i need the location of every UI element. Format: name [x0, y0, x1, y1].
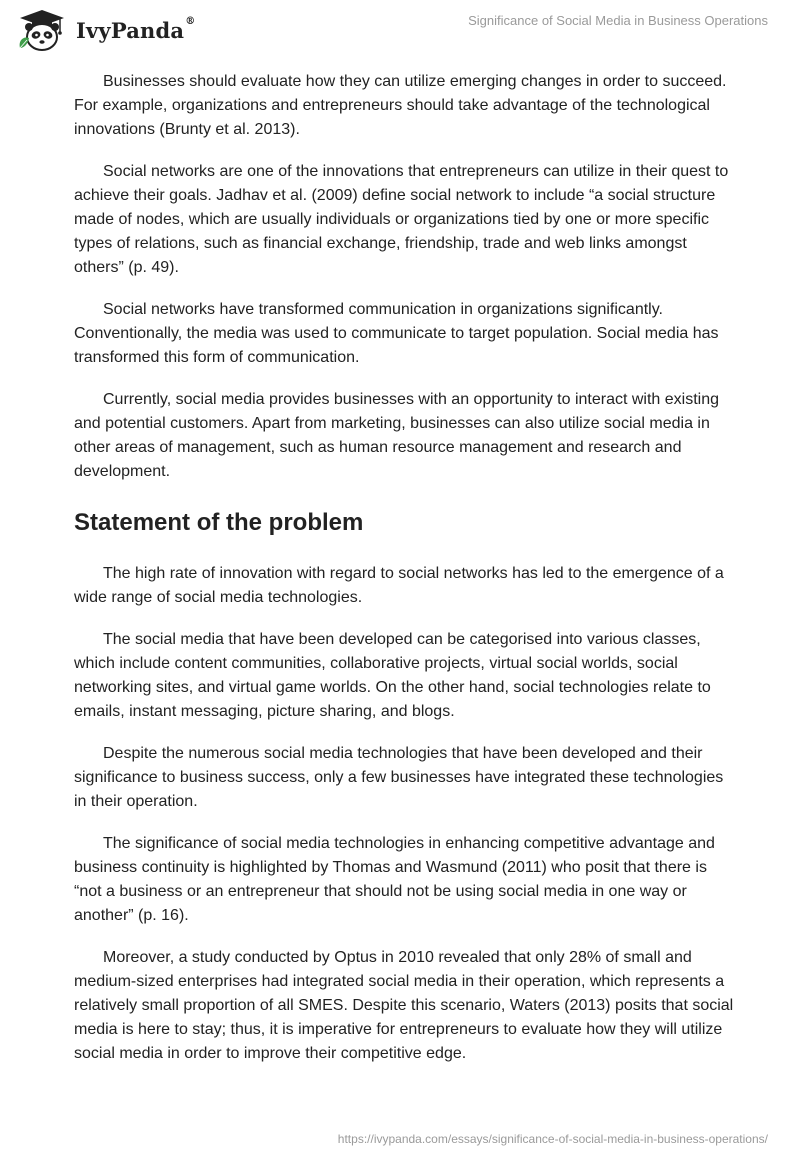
source-url[interactable]: https://ivypanda.com/essays/significance-of-social-media-in-business-operations/ — [337, 1132, 768, 1146]
paragraph: The significance of social media technologies in enhancing competitive advantage and business continuity is highlighted by Thomas and Wasmund (2011) who posit that there is “not a business or an entrepreneur that should not be using social media in one way or another” (p. 16). — [74, 835, 715, 924]
brand-name: IvyPanda® — [76, 15, 196, 43]
paragraph: Social networks have transformed communication in organizations significantly. Conventionally, the media was used to communicate to target population. Social media has transformed this form of communication. — [74, 301, 719, 366]
page-header — [0, 0, 800, 60]
panda-graduation-icon — [14, 8, 70, 52]
paragraph: The high rate of innovation with regard to social networks has led to the emergence of a wide range of social media technologies. — [74, 565, 724, 606]
paragraph: The social media that have been developed can be categorised into various classes, which include content communities, collaborative projects, virtual social worlds, social networking sites, and virtual game worlds. On the other hand, social technologies relate to emails, instant messaging, picture sharing, and blogs. — [74, 631, 711, 720]
paragraph: Moreover, a study conducted by Optus in 2010 revealed that only 28% of small and medium-sized enterprises had integrated social media in their operation, which represents a relatively small proportion of all SMES. Despite this scenario, Waters (2013) posits that social media is here to stay; thus, it is imperative for entrepreneurs to evaluate how they will utilize social media in order to improve their competitive edge. — [74, 949, 734, 1062]
registered-mark: ® — [185, 15, 196, 27]
paragraph: Currently, social media provides businesses with an opportunity to interact with existing and potential customers. Apart from marketing, businesses can also utilize social media in other areas of management, such as human resource management and research and development. — [74, 391, 719, 480]
paragraph: Despite the numerous social media technologies that have been developed and their significance to business success, only a few businesses have integrated these technologies in their operation. — [74, 745, 724, 810]
paragraph: Businesses should evaluate how they can utilize emerging changes in order to succeed. For example, organizations and entrepreneurs should take advantage of the technological innovations (Brunty et al. 2013). — [74, 73, 727, 138]
section-heading: Statement of the problem — [74, 509, 364, 536]
paragraph: Social networks are one of the innovations that entrepreneurs can utilize in their quest to achieve their goals. Jadhav et al. (2009) define social network to include “a social structure made of nodes, which are usually individuals or organizations tied by one or more specific types of relations, such as financial exchange, friendship, trade and web links amongst others” (p. 49). — [74, 163, 729, 276]
ivypanda-logo[interactable] — [14, 8, 195, 52]
essay-content — [74, 70, 734, 1084]
document-title: Significance of Social Media in Business Operations — [468, 13, 768, 28]
